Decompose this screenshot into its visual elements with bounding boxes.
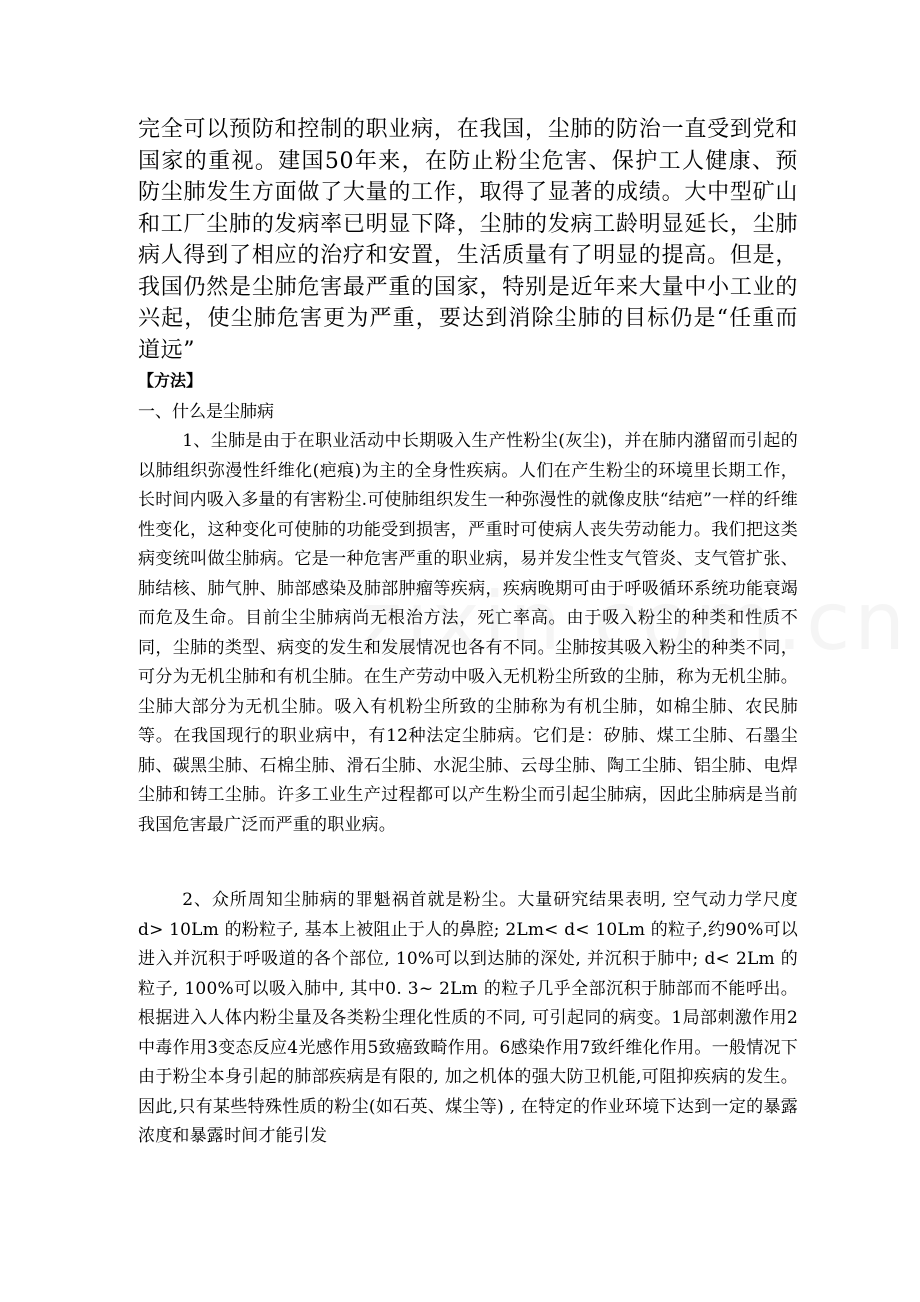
section-heading: 【方法】 xyxy=(138,371,203,390)
paragraph-1: 1、尘肺是由于在职业活动中长期吸入生产性粉尘(灰尘)，并在肺内潴留而引起的以肺组织弥漫性纤维化(疤痕)为主的全身性疾病。人们在产生粉尘的环境里长期工作，长时间内吸入多量的有害粉尘.可使肺组织发生一种弥漫性的就像皮肤“结疤”一样的纤维性变化，这种变化可使肺的功能受到损害，严重时可使病人丧失劳动能力。我们把这类病变统叫做尘肺病。它是一种危害严重的职业病，易并发尘性支气管炎、支气管扩张、肺结核、肺气肿、肺部感染及肺部肿瘤等疾病，疾病晚期可由于呼吸循环系统功能衰竭而危及生命。目前尘尘肺病尚无根治方法，死亡率高。由于吸入粉尘的种类和性质不同，尘肺的类型、病变的发生和发展情况也各有不同。尘肺按其吸入粉尘的种类不同，可分为无机尘肺和有机尘肺。在生产劳动中吸入无机粉尘所致的尘肺，称为无机尘肺。 尘肺大部分为无机尘肺。吸入有机粉尘所致的尘肺称为有机尘肺，如棉尘肺、农民肺等。在我国现行的职业病中，有12种法定尘肺病。它们是：矽肺、煤工尘肺、石墨尘肺、碳黑尘肺、石棉尘肺、滑石尘肺、水泥尘肺、云母尘肺、陶工尘肺、铝尘肺、电焊尘肺和铸工尘肺。许多工业生产过程都可以产生粉尘而引起尘肺病，因此尘肺病是当前我国危害最广泛而严重的职业病。 xyxy=(138,431,798,835)
paragraph-2: 2、众所周知尘肺病的罪魁祸首就是粉尘。大量研究结果表明, 空气动力学尺度 d> 10Lm 的粉粒子, 基本上被阻止于人的鼻腔; 2Lm< d< 10Lm 的粒子,约90%可以进入并沉积于呼吸道的各个部位, 10%可以到达肺的深处, 并沉积于肺中; d< 2Lm 的粒子, 100%可以吸入肺中, 其中0. 3~ 2Lm 的粒子几乎全部沉积于肺部而不能呼出。根据进入人体内粉尘量及各类粉尘理化性质的不同, 可引起同的病变。1局部刺激作用2中毒作用3变态反应4光感作用5致癌致畸作用。6感染作用7致纤维化作用。一般情况下由于粉尘本身引起的肺部疾病是有限的, 加之机体的强大防卫机能,可阻抑疾病的发生。因此,只有某些特殊性质的粉尘(如石英、煤尘等) , 在特定的作业环境下达到一定的暴露浓度和暴露时间才能引发 xyxy=(138,890,798,1146)
subheading: 一、什么是尘肺病 xyxy=(138,402,274,422)
lead-paragraph: 完全可以预防和控制的职业病，在我国，尘肺的防治一直受到党和国家的重视。建国50年来，在防止粉尘危害、保护工人健康、预防尘肺发生方面做了大量的工作，取得了显著的成绩。大中型矿山和工厂尘肺的发病率已明显下降，尘肺的发病工龄明显延长，尘肺病人得到了相应的治疗和安置，生活质量有了明显的提高。但是，我国仍然是尘肺危害最严重的国家，特别是近年来大量中小工业的兴起，使尘肺危害更为严重，要达到消除尘肺的目标仍是“任重而道远” xyxy=(138,117,798,363)
